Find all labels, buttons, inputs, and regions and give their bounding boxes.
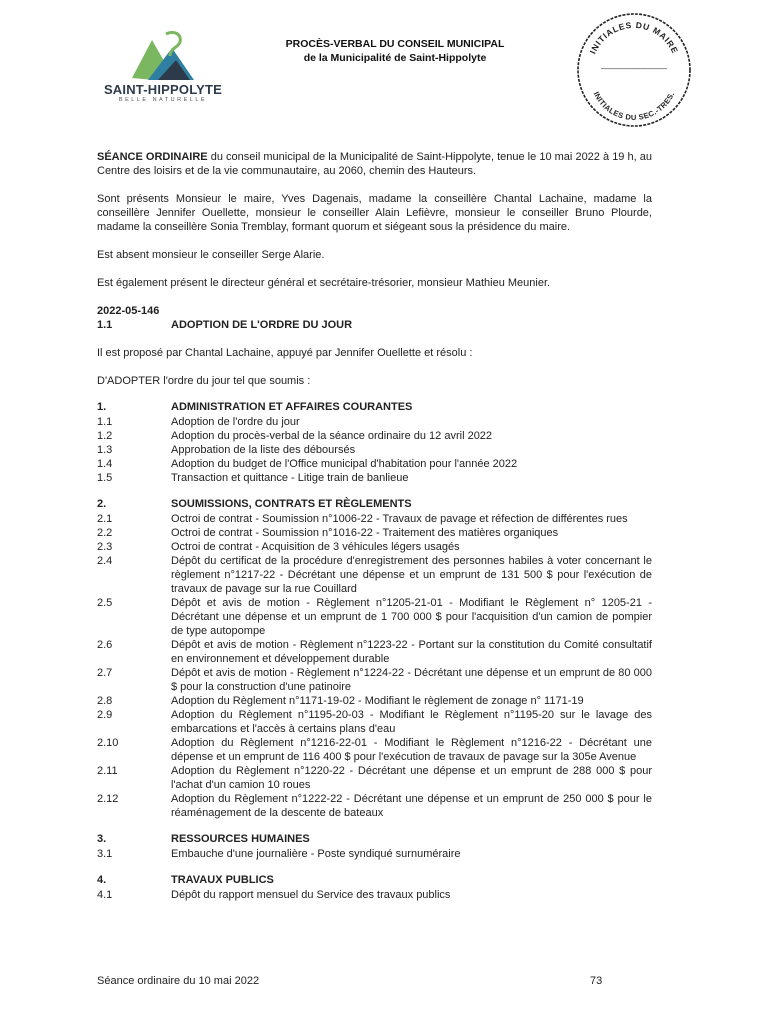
agenda-item [97,666,652,694]
agenda-list [97,400,652,902]
agenda-item-number: 1.3 [97,444,113,456]
agenda-item-text: Approbation de la liste des déboursés [171,444,356,456]
logo-tagline: BELLE NATURELLE [118,97,208,103]
agenda-item-number: 2.8 [97,695,113,707]
minutes-content [97,150,652,902]
agenda-section-heading [97,873,652,887]
agenda-item-number: 2.6 [97,639,113,651]
page-number: 73 [590,975,603,987]
seance-text: du conseil municipal de la Municipalité de Saint-Hippolyte, tenue le 10 mai 2022 à 19 h, au Centre des loisirs et de la vie communautaire, au 2060, chemin des Hauteurs. [97,151,652,177]
proposed-paragraph: Il est proposé par Chantal Lachaine, appuyé par Jennifer Ouellette et résolu : [97,347,473,359]
agenda-item-text: Octroi de contrat - Soumission n°1016-22 - Traitement des matières organiques [171,527,559,539]
agenda-item [97,847,652,861]
agenda-section-title: ADMINISTRATION ET AFFAIRES COURANTES [171,401,413,413]
agenda-section-heading [97,497,652,511]
agenda-item-number: 2.3 [97,541,113,553]
agenda-item-number: 2.2 [97,527,113,539]
agenda-item [97,708,652,736]
stamp-line: __________ [600,60,668,72]
agenda-item-text: Adoption du budget de l'Office municipal d'habitation pour l'année 2022 [171,458,518,470]
agenda-item [97,471,652,485]
stamp-bottom-text: INITIALES DU SEC.-TRES. [591,90,677,123]
agenda-item-text: Dépôt et avis de motion - Règlement n°1224-22 - Décrétant une dépense et un emprunt de 80 000 $ pour la construction d'une patinoire [171,667,652,693]
resolution-heading [97,318,652,332]
agenda-item-text: Octroi de contrat - Soumission n°1006-22 - Travaux de pavage et réfection de différentes rues [171,513,628,525]
agenda-item-number: 2.11 [97,765,118,777]
initials-stamp [574,10,694,130]
resolution-item-number: 1.1 [97,319,113,331]
title-line-2: de la Municipalité de Saint-Hippolyte [303,52,487,64]
agenda-item-number: 2.5 [97,597,113,609]
agenda-item-text: Adoption du Règlement n°1171-19-02 - Modifiant le règlement de zonage n° 1171-19 [171,695,584,707]
footer-session: Séance ordinaire du 10 mai 2022 [97,975,260,987]
agenda-item-text: Octroi de contrat - Acquisition de 3 véhicules légers usagés [171,541,460,553]
agenda-section-number: 1. [97,401,107,413]
agenda-section-heading [97,832,652,846]
agenda-item-text: Dépôt et avis de motion - Règlement n°1205-21-01 - Modifiant le Règlement n° 1205-21 - Décrétant une dépense et un emprunt de 1 700 000 $ pour l'acquisition d'un camion de pompier de type autopompe [171,597,652,637]
agenda-section [97,497,652,820]
agenda-item-number: 1.2 [97,430,113,442]
agenda-item-text: Adoption du Règlement n°1220-22 - Décrétant une dépense et un emprunt de 288 000 $ pour l'achat d'un camion 10 roues [171,765,652,791]
seance-label: SÉANCE ORDINAIRE [97,151,208,163]
agenda-item-text: Adoption du Règlement n°1222-22 - Décrétant une dépense et un emprunt de 250 000 $ pour le réaménagement de la descente de bateaux [171,793,652,819]
agenda-item-number: 2.1 [97,513,113,525]
agenda-item-text: Dépôt et avis de motion - Règlement n°1223-22 - Portant sur la constitution du Comité consultatif en environnement et développement durable [171,639,652,665]
seance-paragraph [97,150,652,178]
agenda-section-title: TRAVAUX PUBLICS [171,874,274,886]
agenda-item [97,888,652,902]
agenda-item-text: Adoption du Règlement n°1195-20-03 - Modifiant le Règlement n°1195-20 sur le lavage des embarcations et l'accès à certains plans d'eau [171,709,652,735]
agenda-section-number: 2. [97,498,107,510]
agenda-item [97,540,652,554]
agenda-section-number: 4. [97,874,107,886]
agenda-item-text: Adoption de l'ordre du jour [171,416,300,428]
agenda-section-title: RESSOURCES HUMAINES [171,833,310,845]
adopt-paragraph: D'ADOPTER l'ordre du jour tel que soumis : [97,375,311,387]
presents-paragraph: Sont présents Monsieur le maire, Yves Dagenais, madame la conseillère Chantal Lachaine, madame la conseillère Jennifer Ouellette, monsieur le conseiller Alain Lefièvre, monsieur le conseiller Bruno Plourde, madame la conseillère Sonia Tremblay, formant quorum et siégeant sous la présidence du maire. [97,193,652,233]
agenda-item [97,792,652,820]
agenda-section-number: 3. [97,833,107,845]
agenda-item-number: 1.4 [97,458,113,470]
agenda-item [97,694,652,708]
stamp-top-text: INITIALES DU MAIRE [587,19,681,56]
agenda-section [97,400,652,485]
agenda-item-number: 2.9 [97,709,113,721]
agenda-item-number: 1.1 [97,416,113,428]
agenda-item [97,638,652,666]
agenda-item-number: 2.7 [97,667,113,679]
agenda-item [97,429,652,443]
title-line-1: PROCÈS-VERBAL DU CONSEIL MUNICIPAL [285,38,505,50]
agenda-item-number: 2.12 [97,793,119,805]
agenda-item [97,736,652,764]
present-dg-paragraph: Est également présent le directeur général et secrétaire-trésorier, monsieur Mathieu Meunier. [97,277,551,289]
agenda-item-text: Dépôt du certificat de la procédure d'enregistrement des personnes habiles à voter concernant le règlement n°1217-22 - Décrétant une dépense et un emprunt de 131 500 $ pour l'exécution de travaux de pavage sur la rue Couillard [171,555,652,595]
resolution-number: 2022-05-146 [97,305,160,317]
agenda-item-number: 1.5 [97,472,113,484]
absent-paragraph: Est absent monsieur le conseiller Serge Alarie. [97,249,325,261]
agenda-item-text: Transaction et quittance - Litige train de banlieue [171,472,409,484]
agenda-section [97,832,652,861]
agenda-item-number: 2.4 [97,555,113,567]
agenda-item-number: 2.10 [97,737,119,749]
agenda-item [97,512,652,526]
agenda-item-text: Adoption du procès-verbal de la séance ordinaire du 12 avril 2022 [171,430,493,442]
agenda-item [97,764,652,792]
agenda-item-text: Adoption du Règlement n°1216-22-01 - Modifiant le Règlement n°1216-22 - Décrétant une dépense et un emprunt de 116 400 $ pour l'exécution de travaux de pavage sur la 305e Avenue [171,737,652,763]
agenda-section-title: SOUMISSIONS, CONTRATS ET RÈGLEMENTS [171,498,412,510]
document-title [250,37,540,65]
agenda-section [97,873,652,902]
agenda-item-text: Embauche d'une journalière - Poste syndiqué surnuméraire [171,848,461,860]
agenda-item [97,415,652,429]
logo-name: SAINT-HIPPOLYTE [103,82,223,97]
agenda-item-number: 4.1 [97,889,113,901]
agenda-section-heading [97,400,652,414]
agenda-item-text: Dépôt du rapport mensuel du Service des travaux publics [171,889,451,901]
agenda-item [97,526,652,540]
agenda-item [97,443,652,457]
agenda-item [97,457,652,471]
agenda-item [97,554,652,596]
agenda-item-number: 3.1 [97,848,113,860]
resolution-item-title: ADOPTION DE L'ORDRE DU JOUR [171,319,353,331]
agenda-item [97,596,652,638]
